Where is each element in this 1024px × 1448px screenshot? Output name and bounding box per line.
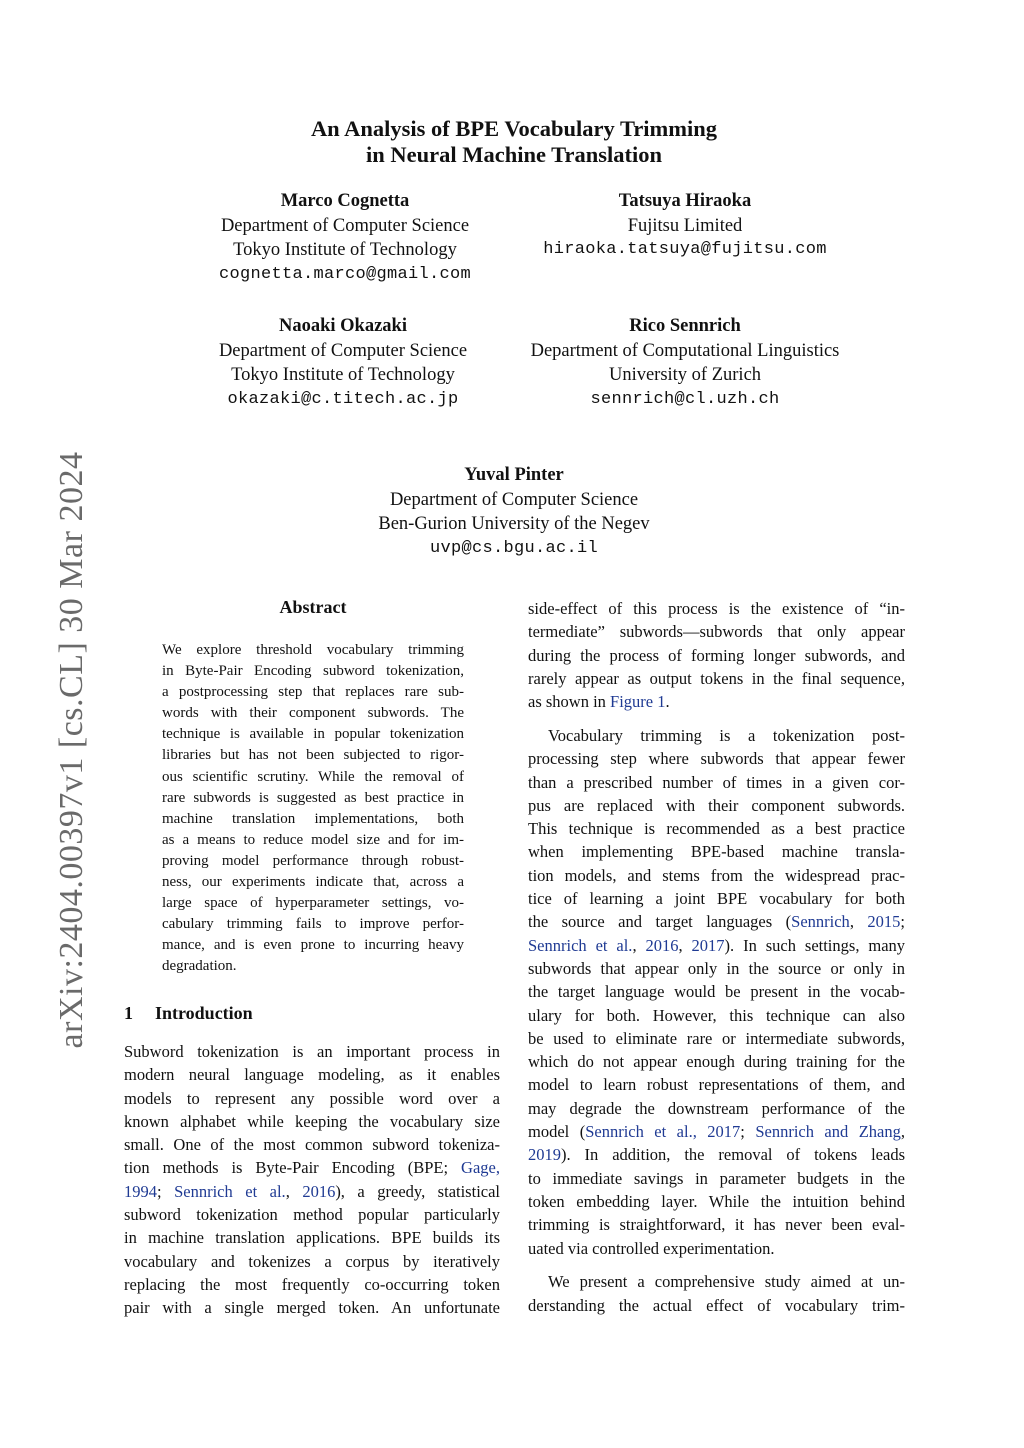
author-block-okazaki xyxy=(190,314,496,412)
text-run: , xyxy=(285,1181,303,1201)
author-name: Yuval Pinter xyxy=(464,465,564,485)
abstract-line: proving model performance through robust- xyxy=(162,852,464,869)
body-line: vocabulary and tokenizes a corpus by iteratively xyxy=(124,1251,500,1271)
body-line: Vocabulary trimming is a tokenization post- xyxy=(548,725,905,745)
body-line: subword tokenization method popular particularly xyxy=(124,1205,500,1225)
abstract-heading: Abstract xyxy=(279,597,347,617)
author-email: uvp@cs.bgu.ac.il xyxy=(429,538,599,558)
intro-right-column xyxy=(528,597,905,1327)
citation-sennrich-and-zhang[interactable]: Sennrich and Zhang xyxy=(755,1122,901,1142)
author-block-cognetta xyxy=(190,189,500,287)
abstract-line: libraries but has not been subjected to rigor- xyxy=(162,747,464,764)
body-line: when implementing BPE-based machine transla- xyxy=(528,842,905,862)
author-name: Tatsuya Hiraoka xyxy=(618,191,752,211)
body-line xyxy=(528,910,905,933)
abstract-line: words with their component subwords. The xyxy=(162,705,464,722)
body-line: than a prescribed number of times in a given cor- xyxy=(528,772,905,792)
abstract-line: machine translation implementations, both xyxy=(162,810,464,827)
body-line: trimming is straightforward, it has never been eval- xyxy=(528,1215,905,1235)
author-block-hiraoka xyxy=(505,189,865,263)
text-run: , xyxy=(678,935,692,955)
text-run: tion methods is Byte-Pair Encoding (BPE; xyxy=(124,1158,462,1178)
author-affiliation: University of Zurich xyxy=(608,365,762,385)
author-email: sennrich@cl.uzh.ch xyxy=(590,389,780,409)
citation-gage-year[interactable]: 1994 xyxy=(124,1181,157,1201)
author-affiliation: Department of Computer Science xyxy=(218,340,468,361)
body-line xyxy=(528,1143,905,1166)
author-email: okazaki@c.titech.ac.jp xyxy=(227,389,459,409)
citation-sennrich-2015[interactable]: 2015 xyxy=(867,912,901,932)
author-affiliation: Department of Computer Science xyxy=(389,489,639,510)
body-line: known alphabet while keeping the vocabulary size xyxy=(124,1111,500,1131)
citation-sennrich-2016[interactable]: 2016 xyxy=(302,1181,336,1201)
body-line: pair with a single merged token. An unfortunate xyxy=(124,1298,500,1318)
citation-sennrich-et-al[interactable]: Sennrich et al. xyxy=(174,1181,286,1201)
abstract-line: as a means to reduce model size and for im- xyxy=(162,831,464,848)
body-line: to immediate savings in parameter budgets in the xyxy=(528,1168,905,1188)
body-line: We present a comprehensive study aimed at un- xyxy=(548,1272,905,1292)
body-line: may degrade the downstream performance of the xyxy=(528,1098,905,1118)
author-name: Naoaki Okazaki xyxy=(279,316,407,336)
abstract-line: a postprocessing step that replaces rare sub- xyxy=(162,684,464,701)
citation-sennrich-2016[interactable]: 2016 xyxy=(645,935,679,955)
author-block-sennrich xyxy=(500,314,870,412)
paragraph xyxy=(528,597,905,713)
text-run: ). In such settings, many xyxy=(724,935,906,955)
citation-sennrich[interactable]: Sennrich xyxy=(791,912,850,932)
abstract-line: ous scientific scrutiny. While the removal of xyxy=(162,768,464,785)
body-line: replacing the most frequently co-occurring token xyxy=(124,1274,500,1294)
section-number: 1 xyxy=(124,1003,133,1023)
section-heading-introduction xyxy=(124,1003,253,1024)
body-line: ulary for both. However, this technique can also xyxy=(528,1005,905,1025)
abstract-body xyxy=(162,640,464,978)
author-name: Rico Sennrich xyxy=(629,316,741,336)
body-line: processing step where subwords that appear fewer xyxy=(528,749,905,769)
citation-sennrich-et-al-2017[interactable]: Sennrich et al., 2017 xyxy=(585,1122,741,1142)
body-line: modern neural language modeling, as it enables xyxy=(124,1065,500,1085)
text-run: ; xyxy=(900,912,906,932)
body-line: tice of learning a joint BPE vocabulary for both xyxy=(528,889,905,909)
body-line: Subword tokenization is an important process in xyxy=(124,1042,500,1061)
author-email: hiraoka.tatsuya@fujitsu.com xyxy=(543,240,827,259)
author-affiliation: Tokyo Institute of Technology xyxy=(231,365,455,385)
body-line: derstanding the actual effect of vocabulary trim- xyxy=(528,1295,905,1315)
abstract-line: technique is available in popular tokenization xyxy=(162,726,464,743)
text-run: ). In addition, the removal of tokens leads xyxy=(561,1145,905,1165)
title-line-2: in Neural Machine Translation xyxy=(365,142,663,167)
body-line: rarely appear as output tokens in the final sequence, xyxy=(528,668,905,688)
citation-gage[interactable]: Gage, xyxy=(461,1158,500,1178)
abstract-line: cabulary trimming fails to improve perfor- xyxy=(162,916,464,933)
body-line: termediate” subwords—subwords that only appear xyxy=(528,622,905,642)
body-line xyxy=(528,1120,905,1143)
body-line: subwords that appear only in the source or only in xyxy=(528,958,905,978)
text-run: , xyxy=(900,1122,905,1142)
text-run: . xyxy=(665,692,670,712)
body-line: during the process of forming longer subwords, and xyxy=(528,645,905,665)
body-line: side-effect of this process is the existence of “in- xyxy=(528,599,905,618)
author-affiliation: Ben-Gurion University of the Negev xyxy=(378,514,650,534)
text-run: model ( xyxy=(528,1122,586,1142)
body-line: models to represent any possible word over a xyxy=(124,1088,500,1108)
text-run: , xyxy=(849,912,868,932)
section-title: Introduction xyxy=(155,1003,253,1023)
body-line: the target language would be present in the vocab- xyxy=(528,982,905,1002)
text-run: , xyxy=(632,935,646,955)
abstract-line: mance, and is even prone to incurring heavy xyxy=(162,937,464,954)
body-line: model to learn robust representations of them, and xyxy=(528,1075,905,1095)
paragraph xyxy=(528,1270,905,1317)
body-line: tion models, and stems from the widespread prac- xyxy=(528,865,905,885)
body-line: small. One of the most common subword tokeniza- xyxy=(124,1135,500,1155)
citation-sennrich-2017[interactable]: 2017 xyxy=(691,935,725,955)
paragraph xyxy=(528,724,905,1260)
author-name: Marco Cognetta xyxy=(280,191,410,211)
body-line xyxy=(124,1156,500,1179)
abstract-line: large space of hyperparameter settings, vo- xyxy=(162,895,464,912)
citation-sennrich-zhang-2019[interactable]: 2019 xyxy=(528,1145,561,1165)
text-run: the source and target languages ( xyxy=(528,912,792,932)
text-run: ), a greedy, statistical xyxy=(335,1181,501,1201)
abstract-line: in Byte-Pair Encoding subword tokenization, xyxy=(162,663,464,680)
citation-sennrich-et-al[interactable]: Sennrich et al. xyxy=(528,935,633,955)
author-affiliation: Department of Computer Science xyxy=(220,215,470,236)
author-affiliation: Fujitsu Limited xyxy=(627,215,743,236)
body-line: This technique is recommended as a best practice xyxy=(528,819,905,839)
author-affiliation: Tokyo Institute of Technology xyxy=(233,240,457,260)
author-block-pinter xyxy=(314,463,714,561)
text-run: as shown in xyxy=(528,692,611,712)
paper-title xyxy=(0,116,1024,168)
text-run: ; xyxy=(157,1181,175,1201)
intro-left-column xyxy=(124,1040,500,1320)
abstract-line: rare subwords is suggested as best practice in xyxy=(162,789,464,806)
body-line xyxy=(528,934,905,957)
body-line: pus are replaced with their component subwords. xyxy=(528,795,905,815)
abstract-line: We explore threshold vocabulary trimming xyxy=(162,642,464,658)
text-run: ; xyxy=(740,1122,756,1142)
figure-1-link[interactable]: Figure 1 xyxy=(610,692,666,712)
body-line: which do not appear enough during training for the xyxy=(528,1052,905,1072)
abstract-line: degradation. xyxy=(162,958,237,975)
body-line xyxy=(124,1180,500,1203)
title-line-1: An Analysis of BPE Vocabulary Trimming xyxy=(310,116,718,141)
body-line: in machine translation applications. BPE builds its xyxy=(124,1228,500,1248)
body-line: be used to eliminate rare or intermediate subwords, xyxy=(528,1028,905,1048)
author-affiliation: Department of Computational Linguistics xyxy=(530,340,840,361)
abstract-line: ness, our experiments indicate that, across a xyxy=(162,874,464,891)
body-line: token embedding layer. While the intuition behind xyxy=(528,1191,905,1211)
author-email: cognetta.marco@gmail.com xyxy=(218,264,472,284)
body-line: uated via controlled experimentation. xyxy=(528,1238,775,1258)
body-line xyxy=(528,690,905,713)
